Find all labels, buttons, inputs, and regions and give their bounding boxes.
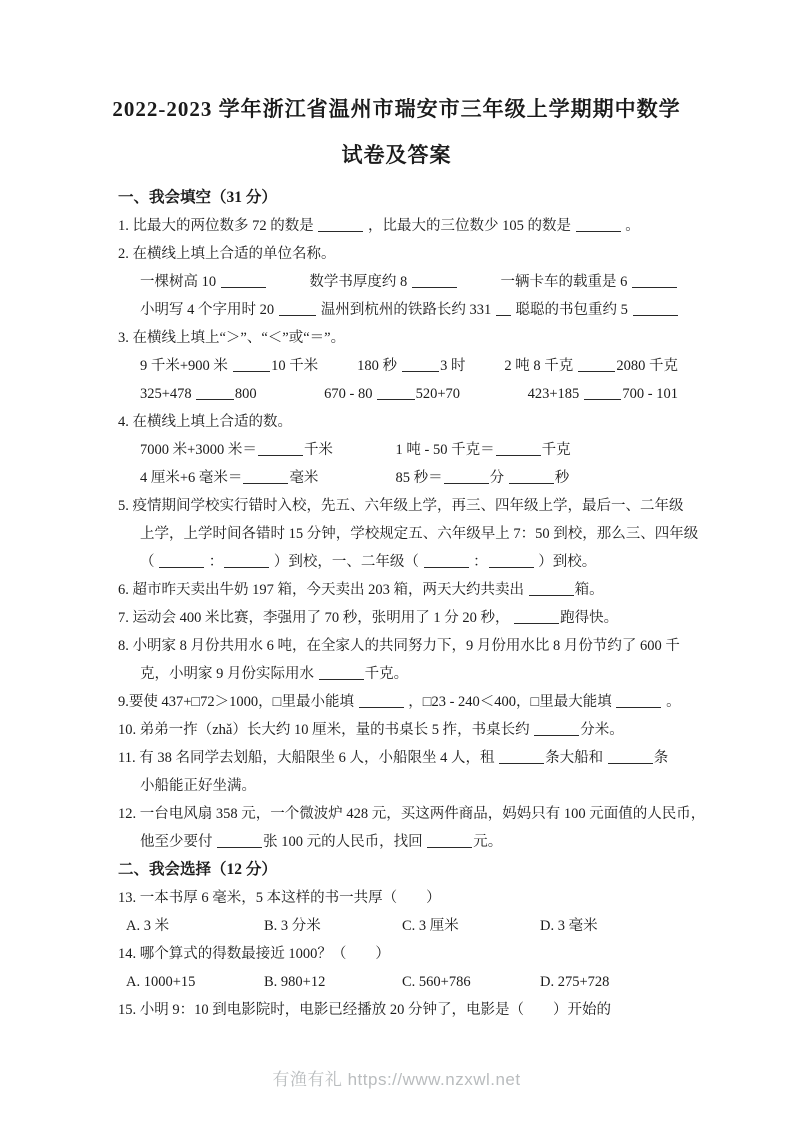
column-item: 9 千米+900 米 10 千米 xyxy=(140,358,319,374)
continuation-line: 小明写 4 个字用时 20 温州到杭州的铁路长约 331 聪聪的书包重约 5 xyxy=(118,296,678,324)
column-item: D. 275+728 xyxy=(540,974,610,990)
column-item: C. 560+786 xyxy=(402,974,471,990)
continuation-line: 上学，上学时间各错时 15 分钟，学校规定五、六年级早上 7：50 到校，那么三、四年级 xyxy=(140,526,699,542)
question-line: 12. 一台电风扇 358 元，一个微波炉 428 元，买这两件商品，妈妈只有 100 元面值的人民币， xyxy=(118,806,706,822)
columns-row xyxy=(118,268,678,296)
column-item: 85 秒＝ 分 秒 xyxy=(395,470,570,486)
blank-field xyxy=(608,750,653,764)
blank-field xyxy=(576,218,621,232)
column-item: 一棵树高 10 xyxy=(140,268,267,296)
question-line: 15. 小明 9：10 到电影院时，电影已经播放 20 分钟了，电影是（ ）开始的 xyxy=(118,1002,611,1018)
blank-field xyxy=(258,442,303,456)
document-title xyxy=(0,0,793,178)
column-item: A. 1000+15 xyxy=(126,974,196,990)
question-line: 11. 有 38 名同学去划船，大船限坐 6 人，小船限坐 4 人，租 条大船和 条 xyxy=(118,750,669,766)
blank-field xyxy=(159,554,204,568)
column-item: 数学书厚度约 8 xyxy=(309,268,458,296)
question-line: 6. 超市昨天卖出牛奶 197 箱，今天卖出 203 箱，两天大约共卖出 箱。 xyxy=(118,582,604,598)
blank-field xyxy=(444,470,489,484)
column-item: A. 3 米 xyxy=(126,918,170,934)
blank-field xyxy=(319,666,364,680)
section-heading: 一、我会填空（31 分） xyxy=(118,189,277,206)
blank-field xyxy=(578,358,616,372)
column-item: B. 3 分米 xyxy=(264,918,321,934)
watermark-footer: 有渔有礼 https://www.nzxwl.net xyxy=(272,1070,521,1089)
blank-field xyxy=(509,470,554,484)
question-line: 2. 在横线上填上合适的单位名称。 xyxy=(118,246,336,262)
blank-field xyxy=(279,302,317,316)
blank-field xyxy=(427,834,472,848)
blank-field xyxy=(529,582,574,596)
column-item: C. 3 厘米 xyxy=(402,918,459,934)
blank-field xyxy=(196,386,234,400)
blank-field xyxy=(402,358,440,372)
question-line: 10. 弟弟一拃（zhǎ）长大约 10 厘米，量的书桌长 5 拃，书桌长约 分米。 xyxy=(118,722,624,738)
blank-field xyxy=(584,386,622,400)
question-line: 13. 一本书厚 6 毫米，5 本这样的书一共厚（ ） xyxy=(118,890,441,906)
blank-field xyxy=(424,554,469,568)
blank-field xyxy=(217,834,262,848)
column-item: 1 吨 - 50 千克＝ 千克 xyxy=(395,442,571,458)
blank-field xyxy=(224,554,269,568)
columns-row xyxy=(118,352,678,380)
blank-field xyxy=(359,694,404,708)
continuation-line: 克，小明家 9 月份实际用水 千克。 xyxy=(140,666,409,682)
section-heading: 二、我会选择（12 分） xyxy=(118,861,277,878)
options-row xyxy=(118,912,678,940)
question-line: 8. 小明家 8 月份共用水 6 吨，在全家人的共同努力下，9 月份用水比 8 月份节约了 600 千 xyxy=(118,638,680,654)
blank-field xyxy=(616,694,661,708)
question-line: 3. 在横线上填上“＞”、“＜”或“＝”。 xyxy=(118,330,346,346)
document-body xyxy=(118,184,706,1024)
column-item: 一辆卡车的载重是 6 xyxy=(501,268,679,296)
blank-field xyxy=(318,218,363,232)
question-line: 4. 在横线上填上合适的数。 xyxy=(118,414,292,430)
blank-field xyxy=(496,302,511,316)
column-item: 325+478 800 xyxy=(140,386,257,402)
blank-field xyxy=(489,554,534,568)
column-item: B. 980+12 xyxy=(264,974,326,990)
continuation-line: 小船能正好坐满。 xyxy=(140,778,256,794)
column-item: 423+185 700 - 101 xyxy=(527,386,678,402)
blank-field xyxy=(221,274,266,288)
question-line: 14. 哪个算式的得数最接近 1000？（ ） xyxy=(118,946,390,962)
continuation-line: 他至少要付 张 100 元的人民币，找回 元。 xyxy=(140,834,503,850)
column-item: 4 厘米+6 毫米＝ 毫米 xyxy=(140,470,319,486)
title-line-2: 试卷及答案 xyxy=(341,143,452,167)
question-line: 5. 疫情期间学校实行错时入校，先五、六年级上学，再三、四年级上学，最后一、二年级 xyxy=(118,498,684,514)
blank-field xyxy=(233,358,271,372)
columns-row xyxy=(118,380,678,408)
blank-field xyxy=(496,442,541,456)
column-item: 670 - 80 520+70 xyxy=(324,386,461,402)
blank-field xyxy=(514,610,559,624)
options-row xyxy=(118,968,678,996)
column-item: D. 3 毫米 xyxy=(540,918,598,934)
blank-field xyxy=(499,750,544,764)
question-line: 9.要使 437+□72＞1000，□里最小能填 ，□23 - 240＜400，□里最大能填 。 xyxy=(118,694,681,710)
column-item: 7000 米+3000 米＝ 千米 xyxy=(140,442,333,458)
title-line-1: 2022-2023 学年浙江省温州市瑞安市三年级上学期期中数学 xyxy=(112,97,681,121)
column-item: 180 秒 3 时 xyxy=(357,358,466,374)
blank-field xyxy=(633,302,678,316)
blank-field xyxy=(377,386,415,400)
blank-field xyxy=(412,274,457,288)
columns-row xyxy=(118,436,678,464)
columns-row xyxy=(118,464,678,492)
blank-field xyxy=(534,722,579,736)
question-line: 7. 运动会 400 米比赛，李强用了 70 秒，张明用了 1 分 20 秒， 跑得快。 xyxy=(118,610,619,626)
blank-field xyxy=(243,470,288,484)
question-line: 1. 比最大的两位数多 72 的数是 ，比最大的三位数少 105 的数是 。 xyxy=(118,218,640,234)
column-item: 2 吨 8 千克 2080 千克 xyxy=(504,358,678,374)
continuation-line: （ ： ）到校，一、二年级（ ： ）到校。 xyxy=(140,554,597,570)
blank-field xyxy=(632,274,677,288)
